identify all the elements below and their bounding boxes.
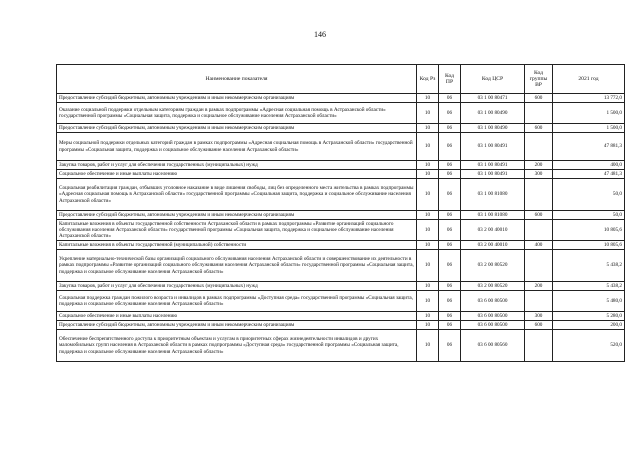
row-amount: 10 805,6 <box>553 241 625 250</box>
row-pr: 06 <box>439 103 461 124</box>
row-name: Социальная поддержка граждан пожилого возраста и инвалидов в рамках подпрограммы «Доступная среда» государственной программы «Социальная защита, поддержка и социальное обслуживание населения Астраханской области» <box>57 291 417 312</box>
row-amount: 47 481,3 <box>553 170 625 179</box>
row-amount: 5 280,0 <box>553 312 625 321</box>
table-row <box>57 220 625 241</box>
row-csr: 03 1 00 81080 <box>461 179 525 211</box>
row-rz: 10 <box>417 282 439 291</box>
table-row <box>57 321 625 330</box>
row-csr: 03 6 00 80500 <box>461 321 525 330</box>
row-vr <box>525 179 553 211</box>
page-number: 146 <box>314 30 326 39</box>
row-name: Социальная реабилитация граждан, отбывших уголовное наказание в виде лишения свободы, лиц без определенного места жительства в рамках подпрограммы «Адресная социальная помощь в Астраханской области» государственной программы «Социальная защита, поддержка и социальное обслуживание населения Астраханской области» <box>57 179 417 211</box>
row-csr: 03 2 00 40010 <box>461 241 525 250</box>
row-name: Капитальные вложения в объекты государственной собственности Астраханской области в рамках подпрограммы «Развитие организаций социального обслуживания населения Астраханской области» государственной программы «Социальная защита, поддержка и социальное обслуживание населения Астраханской области» <box>57 220 417 241</box>
row-vr: 300 <box>525 170 553 179</box>
table-row <box>57 133 625 161</box>
budget-table <box>56 64 625 362</box>
row-rz: 10 <box>417 291 439 312</box>
row-name: Предоставление субсидий бюджетным, автономным учреждениям и иным некоммерческим организациям <box>57 94 417 103</box>
row-pr: 06 <box>439 282 461 291</box>
row-rz: 10 <box>417 179 439 211</box>
row-rz: 10 <box>417 103 439 124</box>
row-csr: 03 1 00 81080 <box>461 211 525 220</box>
row-vr <box>525 220 553 241</box>
table-row <box>57 124 625 133</box>
table-row <box>57 170 625 179</box>
row-csr: 03 6 00 80500 <box>461 312 525 321</box>
header-pr: Код ПР <box>439 65 461 94</box>
row-vr: 600 <box>525 124 553 133</box>
row-name: Социальное обеспечение и иные выплаты населению <box>57 312 417 321</box>
row-csr: 03 6 00 80560 <box>461 330 525 362</box>
row-vr: 400 <box>525 241 553 250</box>
row-rz: 10 <box>417 321 439 330</box>
row-amount: 50,0 <box>553 211 625 220</box>
table-body <box>57 94 625 362</box>
row-pr: 06 <box>439 211 461 220</box>
row-amount: 520,0 <box>553 330 625 362</box>
row-vr <box>525 291 553 312</box>
table-row <box>57 94 625 103</box>
row-name: Оказание социальной поддержки отдельным категориям граждан в рамках подпрограммы «Адресная социальная помощь в Астраханской области» государственной программы «Социальная защита, поддержка и социальное обслуживание населения Астраханской области» <box>57 103 417 124</box>
row-pr: 06 <box>439 312 461 321</box>
table-row <box>57 103 625 124</box>
row-name: Закупка товаров, работ и услуг для обеспечения государственных (муниципальных) нужд <box>57 282 417 291</box>
row-rz: 10 <box>417 330 439 362</box>
row-csr: 03 1 00 80491 <box>461 170 525 179</box>
row-pr: 06 <box>439 170 461 179</box>
row-pr: 06 <box>439 220 461 241</box>
table-row <box>57 312 625 321</box>
row-amount: 400,0 <box>553 161 625 170</box>
row-pr: 06 <box>439 124 461 133</box>
row-pr: 06 <box>439 241 461 250</box>
row-amount: 1 500,0 <box>553 124 625 133</box>
row-amount: 47 881,3 <box>553 133 625 161</box>
row-vr: 300 <box>525 312 553 321</box>
row-csr: 03 2 00 40010 <box>461 220 525 241</box>
row-rz: 10 <box>417 312 439 321</box>
row-pr: 06 <box>439 133 461 161</box>
row-amount: 5 480,0 <box>553 291 625 312</box>
header-vr: Код группы ВР <box>525 65 553 94</box>
row-csr: 03 6 00 80500 <box>461 291 525 312</box>
row-rz: 10 <box>417 170 439 179</box>
row-name: Укрепление материально-технической базы организаций социального обслуживания населения Астраханской области и совершенствование их деятельности в рамках подпрограммы «Развитие организаций социального обслуживания населения Астраханской области» государственной программы «Социальная защита, поддержка и социальное обслуживание населения Астраханской области» <box>57 250 417 282</box>
row-vr: 200 <box>525 282 553 291</box>
table-row <box>57 291 625 312</box>
row-rz: 10 <box>417 241 439 250</box>
header-name: Наименование показателя <box>57 65 417 94</box>
row-csr: 03 2 00 80520 <box>461 282 525 291</box>
table-row <box>57 250 625 282</box>
row-rz: 10 <box>417 211 439 220</box>
row-csr: 03 1 00 80490 <box>461 103 525 124</box>
row-name: Закупка товаров, работ и услуг для обеспечения государственных (муниципальных) нужд <box>57 161 417 170</box>
row-amount: 200,0 <box>553 321 625 330</box>
table-row <box>57 161 625 170</box>
row-csr: 03 1 00 80471 <box>461 94 525 103</box>
row-rz: 10 <box>417 124 439 133</box>
table-header-row <box>57 65 625 94</box>
row-amount: 50,0 <box>553 179 625 211</box>
row-amount: 5 438,2 <box>553 282 625 291</box>
row-rz: 10 <box>417 161 439 170</box>
row-name: Предоставление субсидий бюджетным, автономным учреждениям и иным некоммерческим организациям <box>57 124 417 133</box>
row-pr: 06 <box>439 330 461 362</box>
row-vr <box>525 250 553 282</box>
row-csr: 03 1 00 80491 <box>461 133 525 161</box>
row-vr <box>525 330 553 362</box>
row-name: Капитальные вложения в объекты государственной (муниципальной) собственности <box>57 241 417 250</box>
row-pr: 06 <box>439 250 461 282</box>
row-csr: 03 1 00 80491 <box>461 161 525 170</box>
row-pr: 06 <box>439 94 461 103</box>
row-vr: 200 <box>525 161 553 170</box>
header-year: 2021 год <box>553 65 625 94</box>
header-csr: Код ЦСР <box>461 65 525 94</box>
row-pr: 06 <box>439 291 461 312</box>
row-amount: 1 500,0 <box>553 103 625 124</box>
row-rz: 10 <box>417 94 439 103</box>
row-amount: 5 438,2 <box>553 250 625 282</box>
row-amount: 13 772,0 <box>553 94 625 103</box>
row-csr: 03 2 00 80520 <box>461 250 525 282</box>
row-vr: 600 <box>525 321 553 330</box>
header-rz: Код Рз <box>417 65 439 94</box>
row-vr <box>525 103 553 124</box>
table-row <box>57 241 625 250</box>
table-row <box>57 179 625 211</box>
row-name: Предоставление субсидий бюджетным, автономным учреждениям и иным некоммерческим организациям <box>57 211 417 220</box>
table-row <box>57 282 625 291</box>
row-rz: 10 <box>417 133 439 161</box>
row-rz: 10 <box>417 250 439 282</box>
row-csr: 03 1 00 80490 <box>461 124 525 133</box>
row-pr: 06 <box>439 321 461 330</box>
row-name: Предоставление субсидий бюджетным, автономным учреждениям и иным некоммерческим организациям <box>57 321 417 330</box>
row-vr: 600 <box>525 94 553 103</box>
row-amount: 10 805,6 <box>553 220 625 241</box>
row-rz: 10 <box>417 220 439 241</box>
row-name: Социальное обеспечение и иные выплаты населению <box>57 170 417 179</box>
row-vr <box>525 133 553 161</box>
table-row <box>57 211 625 220</box>
row-pr: 06 <box>439 179 461 211</box>
row-pr: 06 <box>439 161 461 170</box>
row-vr: 600 <box>525 211 553 220</box>
row-name: Меры социальной поддержки отдельных категорий граждан в рамках подпрограммы «Адресная социальная помощь в Астраханской области» государственной программы «Социальная защита, поддержка и социальное обслуживание населения Астраханской области» <box>57 133 417 161</box>
row-name: Обеспечение беспрепятственного доступа к приоритетным объектам и услугам в приоритетных сферах жизнедеятельности инвалидов и других маломобильных групп населения в Астраханской области в рамках подпрограммы «Доступная среда» государственной программы «Социальная защита, поддержка и социальное обслуживание населения Астраханской области» <box>57 330 417 362</box>
table-row <box>57 330 625 362</box>
